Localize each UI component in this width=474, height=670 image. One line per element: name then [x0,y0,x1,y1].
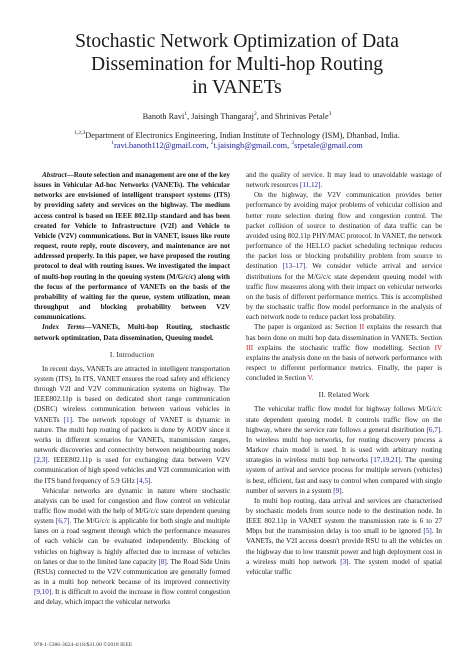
citation-link[interactable]: [11,12] [299,181,321,190]
copyright-footer: 978-1-5386-3624-4/18/$31.00 ©2018 IEEE [34,642,133,648]
affiliation-sup: 1,2,3 [74,130,86,137]
title-line-2: Dissemination for Multi-hop Routing [91,54,383,75]
intro-paragraph-2-continued [246,170,442,190]
section-link[interactable]: III [246,343,254,352]
email-2-link[interactable]: t.jaisingh@gmail.com, [213,141,290,150]
section-heading-related-work: II. Related Work [318,391,370,400]
intro-p3-text-a: On the highway, the V2V communication provides better performance by avoiding major problems of vehicular collision and better route selection during flow and congestion control. The packet collision of source to destination of data traffic can be avoided using 802.11p PHY/MAC protocol. In VANET, the network performance of the HELLO packet scheduling technique reduces the packet loss or blocking probability problem from source to destination [246,191,442,271]
index-terms-label: Index Terms [42,323,85,332]
related-p1-text-a: The vehicular traffic flow model for highway follows M/G/c/c state dependent queuing model. It controls traffic flow on the highway, where the service rate follows a general distribution [246,405,442,434]
email-1-link[interactable]: ravi.banoth112@gmail.com, [114,141,209,150]
abstract [34,170,230,322]
intro-p2c-text-b: . [320,181,323,190]
email-3-link[interactable]: srpetale@gmail.com [294,141,363,150]
citation-link[interactable]: [3] [340,557,349,566]
citation-link[interactable]: [9,10] [34,588,52,597]
citation-link[interactable]: [4,5] [136,476,151,485]
related-p1-text-c: . The queuing system of arrival and service process for multiple servers (vehicles) is best, efficient, fast and easy to control when compared with single number of servers in a system [246,456,442,495]
intro-paragraph-2 [34,486,230,608]
intro-p4-text-c: explains the stochastic traffic flow modelling. Section [253,343,435,352]
author-3: , and Shrinivas Petale [256,112,329,121]
affiliation [30,131,444,141]
author-1-sup: 1 [184,111,188,118]
author-2: , Jaisingh Thangaraj [187,112,254,121]
citation-link[interactable]: [6,7] [426,425,441,434]
related-p1-text-b: . In wireless multi hop networks, for routing discovery process a Markov chain model is used. It is used with arbitrary routing strategies in wireless multi hop networks [246,425,442,465]
author-emails [30,141,444,151]
citation-link[interactable]: [8] [158,557,167,566]
author-1: Banoth Ravi [142,112,185,121]
affiliation-text: Department of Electronics Engineering, Indian Institute of Technology (ISM), Dhanbad, India. [85,131,400,140]
related-paragraph-2 [246,496,442,577]
citation-link[interactable]: [2,3] [34,456,48,465]
author-2-sup: 2 [253,111,257,118]
paper-title [30,30,444,99]
intro-p2-text-d: . It is difficult to avoid the increase in flow control congestion and delay, which impact the vehicular networks [34,588,230,607]
author-3-sup: 3 [328,111,332,118]
intro-p2-text-a: Vehicular networks are dynamic in nature where stochastic analysis can be used for congestion and flow control on vehicular traffic flow model with the help of M/G/c/c state dependent queuing system [34,486,230,526]
related-p2-text-a: In multi hop routing, data arrival and services are characterised by stochastic models from source node to the destination node. In IEEE 802.11p in VANET system the transmission rate is 6 to 27 Mbps but the transmission delay is too small to be ignored [246,496,442,536]
title-line-3: in VANETs [192,77,282,98]
intro-paragraph-4 [246,322,442,383]
abstract-label: Abstract [42,171,67,179]
intro-p1-text-a: In recent days, VANETs are attracted in intelligent transportation system (ITS). In ITS, VANET ensures the road safety and efficiency through V2I and V2V communication systems on highway. The IEEE802.11p is based on dedicated short range communication (DSRC) wireless communication between various vehicles in VANETs [34,364,230,424]
intro-p4-text-d: explains the analysis done on the basis of network performance with respect to different performance metrics. Finally, the paper is concluded in Section [246,353,442,383]
citation-link[interactable]: [9] [333,486,342,495]
related-p2-text-b: . In VANETs, the V2I access doesn't provide RSU to all the vehicles on the highway due to low transmit power and high deployment cost in a wireless multi hop network [246,527,443,566]
intro-p2-text-c: . The Road Side Units (RSUs) connected to the V2V communication are generally formed as in a multi hop network because of its improved connectivity [34,557,230,587]
citation-link[interactable]: [17,19,21] [370,456,401,465]
citation-link[interactable]: [5] [423,527,432,536]
left-column [34,170,230,608]
intro-p2-text-b: . The M/G/c/c is applicable for both single and multiple lanes on a road segment through which the performance measures of each vehicle can be evaluated independently. Blocking of vehicles on highway is highly affected due to increase of vehicles on lanes or due to the limited lane capacity [34,517,230,566]
intro-p4-text-a: The paper is organized as: Section [254,323,360,332]
citation-link[interactable]: [6,7] [55,517,70,526]
citation-link[interactable]: [13–17] [282,262,306,271]
intro-p1-text-c: . IEEE802.11p is used for exchanging data between V2V communication of high speed vehicles and V2I communication with the ITS band frequency of 5.9 GHz [34,456,230,485]
section-heading-introduction: I. Introduction [109,350,155,359]
citation-link[interactable]: [1] [63,415,72,424]
author-list [30,112,444,122]
intro-p3-text-b: . We consider vehicle arrival and service distributions for the M/G/c/c state dependent queuing model with traffic flow measures along with their impact on vehicular networks on the basis of different performance metrics. This is accomplished by the stochastic traffic flow model performance in the analysis of each network node to reduce packet loss probability. [246,262,443,322]
intro-paragraph-1 [34,364,230,486]
title-line-1: Stochastic Network Optimization of Data [75,31,399,52]
email-2-sup: 2 [210,140,214,147]
right-column [246,170,442,577]
intro-p4-text-e: . [311,374,314,383]
email-3-sup: 3 [291,140,294,147]
intro-p2c-text-a: and the quality of service. It may lead to unavoidable wastage of network resources [246,171,442,190]
section-link[interactable]: IV [434,343,442,352]
intro-p1-text-d: . [150,476,153,485]
related-p2-text-c: . The system model of spatial vehicular traffic [246,557,442,576]
intro-p4-text-b: explains the research that has been done on multi hop data dissemination in VANETs. Section [246,323,442,342]
related-p1-text-d: . [341,486,344,495]
intro-paragraph-3 [246,190,442,322]
index-terms-text: —VANETs, Multi-hop Routing, stochastic network optimization, Data dissemination, Queuing model. [34,323,230,342]
intro-p1-text-b: . The network topology of VANET is dynamic in nature. The multi hop routing of packets is done by AODV since it works in different scenarios for VANETs, transmission ranges, network discoveries and connectivity between neighbouring nodes [34,415,230,455]
section-link[interactable]: V [307,374,312,383]
index-terms [34,322,230,342]
related-paragraph-1 [246,404,442,495]
email-1-sup: 1 [111,140,115,147]
abstract-text: —Route selection and management are one of the key issues in Vehicular Ad-hoc Networks (VANETs). The vehicular networks are envisioned of intelligent transport systems (ITS) by providing safety and services on the highway. The medium access control is based on IEEE 802.11p standard and has been created for Vehicle to Infrastructure (V2I) and Vehicle to Vehicle (V2V) communications. But in VANET, issues like route request, route reply, route discovery, and maintenance are not addressed properly. In this paper, we have proposed the routing protocol to deal with routing issues. We investigated the impact of multi-hop routing in the queuing system (M/G/c/c) along with the focus of the performance of VANETs on the basis of the probability of waiting for the queue, system utilization, mean throughput and blocking probability between V2V communications. [34,171,230,322]
section-link[interactable]: II [359,323,365,332]
